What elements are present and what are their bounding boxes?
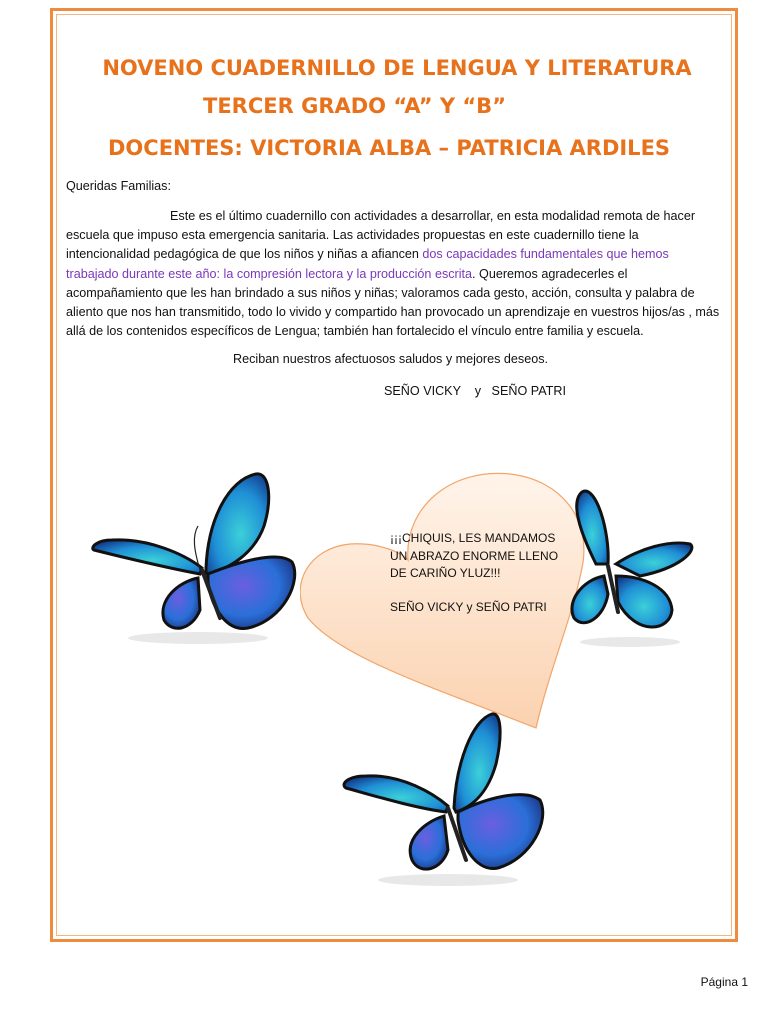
- heart-message: ¡¡¡CHIQUIS, LES MANDAMOS UN ABRAZO ENORME LLENO DE CARIÑO YLUZ!!!: [390, 531, 559, 580]
- heart-text: [390, 530, 560, 616]
- butterfly-icon: [88, 470, 298, 645]
- letter-body-part1: Este es el último cuadernillo con actividades a desarrollar, en esta modalidad remota de hacer escuela que impuso esta emergencia sanitaria. Las actividades propuestas en este cuadernillo tiene la intencionalidad pedagógica de que los niños y niñas a afiancen: [66, 209, 696, 262]
- letter-body-highlight: dos capacidades fundamentales que hemos trabajado durante este año: la compresión lectora y la producción escrita: [66, 247, 669, 281]
- title-line-3: DOCENTES: VICTORIA ALBA – PATRICIA ARDILES: [108, 136, 671, 160]
- letter-closing: Reciban nuestros afectuosos saludos y mejores deseos.: [233, 352, 549, 366]
- butterfly-icon: [560, 472, 700, 647]
- heart-signature: SEÑO VICKY y SEÑO PATRI: [390, 599, 547, 614]
- title-line-2: TERCER GRADO “A” Y “B”: [203, 94, 506, 118]
- letter-body-part2: . Queremos agradecerles el acompañamiento que les han brindado a sus niños y niñas; valoramos cada gesto, acción, consulta y palabra de aliento que nos han transmitido, todo lo vivido y compartido han provocado un aprendizaje en vuestros hijos/as , más allá de los contenidos específicos de Lengua; también han fortalecido el vínculo entre familia y escuela.: [66, 266, 720, 339]
- title-line-1: NOVENO CUADERNILLO DE LENGUA Y LITERATURA: [102, 56, 692, 80]
- letter-body: [66, 207, 722, 341]
- letter-greeting: Queridas Familias:: [66, 179, 171, 193]
- butterfly-icon: [338, 708, 548, 888]
- letter-signature: SEÑO VICKY y SEÑO PATRI: [384, 384, 566, 398]
- page-number: Página 1: [700, 975, 748, 989]
